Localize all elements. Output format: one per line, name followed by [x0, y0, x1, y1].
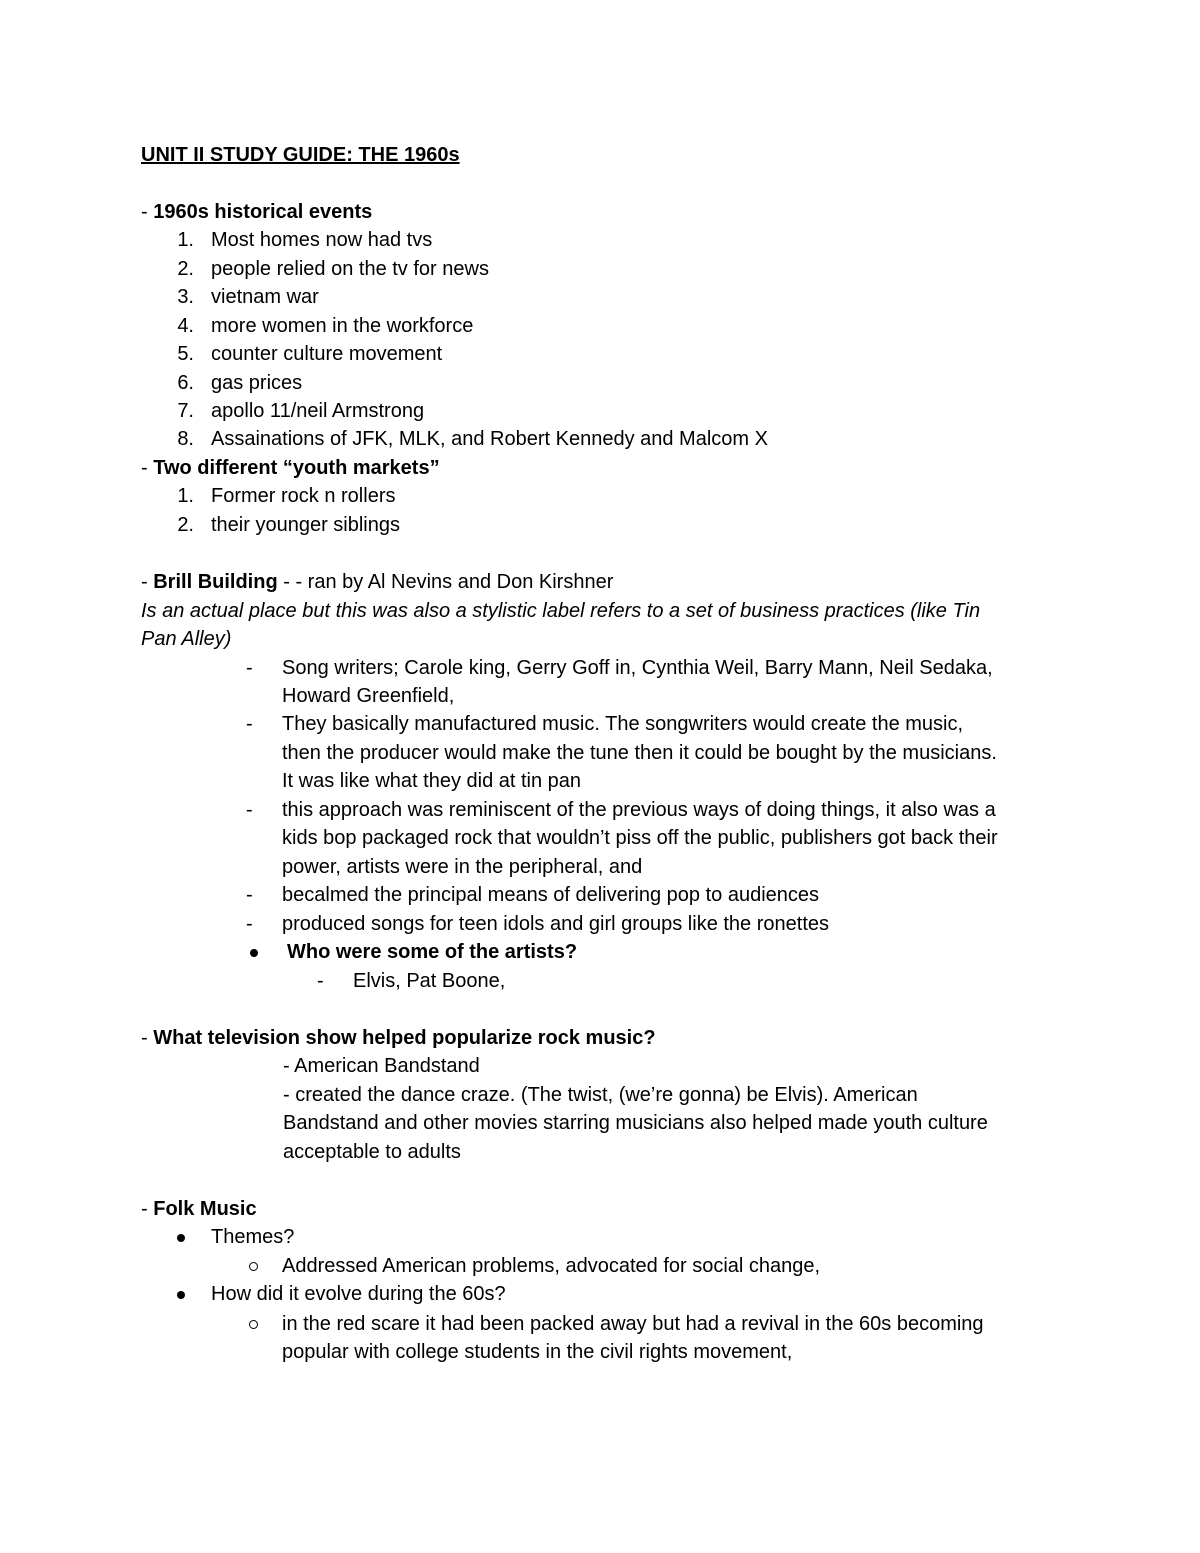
- brill-description: Is an actual place but this was also a stylistic label refers to a set of business practices (like Tin: [141, 600, 981, 622]
- events-dash: -: [141, 201, 148, 223]
- themes-answer: Addressed American problems, advocated for social change,: [282, 1255, 821, 1277]
- folk-heading-text: Folk Music: [153, 1198, 257, 1220]
- artists-answer: Elvis, Pat Boone,: [353, 970, 506, 992]
- document-page: UNIT II STUDY GUIDE: THE 1960s - 1960s historical events 1. Most homes now had tvs 2. people relied on the tv for news 3. vietnam war 4. more women in the workforce 5. counter culture movement 6. gas prices 7. apollo 11/neil Armstrong 8. Assainations of JFK, MLK, and Robert Kennedy and Malcom X - Two different “youth markets” 1. Former rock n rollers 2. their younger siblings - Brill Building - - ran by Al Nevins and Don Kirshner Is an actual place but this was also a stylistic label refers to a set of business practices (like Tin Pan Alley) - Song writers; Carole king, Gerry Goff in, Cynthia Weil, Barry Mann, Neil Sedaka, Howard Greenfield, - They basically manufactured music. The songwriters would create the music, then the producer would make the tune then it could be bought by the musicians. It was like what they did at tin pan - this approach was reminiscent of the previous ways of doing things, it also was a kids bop packaged rock that wouldn’t piss off the public, publishers got back their power, artists were in the peripheral, and - becalmed the principal means of delivering pop to audiences - produced songs for teen idols and girl groups like the ronettes Who were some of the artists? - Elvis, Pat Boone, - What television show helped popularize rock music? - American Bandstand - created the dance craze. (The twist, (we’re gonna) be Elvis). American Bandstand and other movies starring musicians also helped made youth culture acceptable to adults - Folk Music Themes? Addressed American problems, advocated for social change, How did it evolve during the 60s? in the red scare it had been packed away but had a revival in the 60s becoming popular with college students in the civil rights movement,: [0, 0, 1200, 1553]
- bullet-icon: [177, 1291, 185, 1299]
- folk-heading: [141, 1195, 257, 1223]
- brill-heading-after: - - ran by Al Nevins and Don Kirshner: [277, 571, 614, 593]
- tv-dash: -: [141, 1027, 148, 1049]
- events-heading-text: 1960s historical events: [153, 201, 373, 223]
- youth-heading: [141, 454, 440, 482]
- page-title: UNIT II STUDY GUIDE: THE 1960s: [141, 144, 460, 166]
- tv-detail-cont: acceptable to adults: [283, 1141, 461, 1163]
- tv-detail-cont: Bandstand and other movies starring musicians also helped made youth culture: [283, 1112, 988, 1134]
- evolve-question: How did it evolve during the 60s?: [211, 1283, 506, 1305]
- brill-description-cont: Pan Alley): [141, 628, 232, 650]
- folk-dash: -: [141, 1198, 148, 1220]
- artists-question: Who were some of the artists?: [287, 941, 578, 963]
- evolve-answer: in the red scare it had been packed away but had a revival in the 60s becoming: [282, 1313, 984, 1335]
- youth-dash: -: [141, 457, 148, 479]
- circle-bullet-icon: [249, 1320, 258, 1329]
- themes-question: Themes?: [211, 1226, 295, 1248]
- tv-question-text: What television show helped popularize rock music?: [153, 1027, 656, 1049]
- bullet-icon: [250, 949, 258, 957]
- tv-detail: - created the dance craze. (The twist, (we’re gonna) be Elvis). American: [283, 1084, 918, 1106]
- evolve-answer-cont: popular with college students in the civil rights movement,: [282, 1341, 793, 1363]
- bullet-icon: [177, 1234, 185, 1242]
- tv-answer: - American Bandstand: [283, 1055, 480, 1077]
- events-heading: [141, 198, 372, 226]
- brill-dash: -: [141, 571, 148, 593]
- brill-heading-text: Brill Building: [153, 571, 278, 593]
- youth-heading-text: Two different “youth markets”: [153, 457, 440, 479]
- artists-dash: -: [317, 970, 324, 992]
- circle-bullet-icon: [249, 1262, 258, 1271]
- tv-question: [141, 1024, 656, 1052]
- brill-heading: [141, 568, 613, 596]
